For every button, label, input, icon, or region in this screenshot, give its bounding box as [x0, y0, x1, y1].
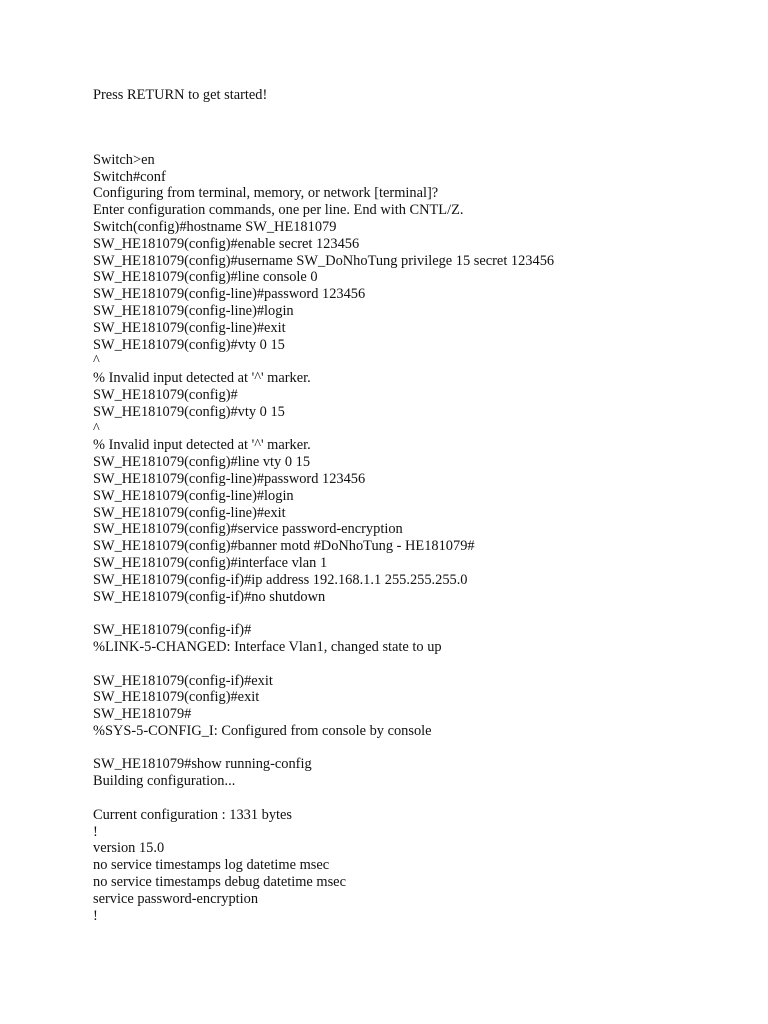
console-line: Switch#conf — [93, 168, 166, 185]
console-line: SW_HE181079(config)#exit — [93, 689, 260, 706]
console-line: Building configuration... — [93, 773, 236, 790]
console-line: Switch(config)#hostname SW_HE181079 — [93, 218, 337, 235]
console-line: SW_HE181079(config)#interface vlan 1 — [93, 554, 328, 571]
console-line: SW_HE181079(config-line)#password 123456 — [93, 286, 366, 303]
console-line: SW_HE181079(config-line)#login — [93, 302, 294, 319]
blank-line — [93, 656, 733, 673]
blank-line — [93, 790, 733, 807]
console-line: SW_HE181079(config-line)#login — [93, 487, 294, 504]
console-line: SW_HE181079(config)# — [93, 386, 238, 403]
blank-line — [93, 740, 733, 757]
config-line: no service timestamps log datetime msec — [93, 857, 330, 874]
error-message: % Invalid input detected at '^' marker. — [93, 437, 311, 454]
console-line: SW_HE181079(config-if)# — [93, 622, 252, 639]
console-line: SW_HE181079(config-if)#ip address 192.168.1.1 255.255.255.0 — [93, 571, 468, 588]
console-line: SW_HE181079(config)#username SW_DoNhoTung privilege 15 secret 123456 — [93, 252, 555, 269]
console-line: SW_HE181079(config)#service password-encryption — [93, 521, 403, 538]
console-line: SW_HE181079(config-line)#password 123456 — [93, 470, 366, 487]
error-marker: ^ — [93, 420, 100, 437]
config-line: version 15.0 — [93, 840, 165, 857]
console-line: SW_HE181079(config)#line vty 0 15 — [93, 454, 311, 471]
console-line: SW_HE181079(config-if)#no shutdown — [93, 588, 326, 605]
console-line: SW_HE181079#show running-config — [93, 756, 312, 773]
console-line: SW_HE181079(config)#enable secret 123456 — [93, 235, 360, 252]
intro-line: Press RETURN to get started! — [93, 87, 268, 103]
console-line: SW_HE181079(config-if)#exit — [93, 672, 273, 689]
console-line: Configuring from terminal, memory, or network [terminal]? — [93, 185, 439, 202]
system-message: %LINK-5-CHANGED: Interface Vlan1, changed state to up — [93, 638, 442, 655]
config-line: ! — [93, 823, 98, 840]
error-marker: ^ — [93, 353, 100, 370]
config-line: Current configuration : 1331 bytes — [93, 806, 293, 823]
console-line: SW_HE181079(config-line)#exit — [93, 504, 286, 521]
console-line: SW_HE181079(config)#vty 0 15 — [93, 403, 285, 420]
console-line: SW_HE181079(config)#line console 0 — [93, 269, 318, 286]
console-line: SW_HE181079(config-line)#exit — [93, 319, 286, 336]
blank-line — [93, 605, 733, 622]
console-line: SW_HE181079(config)#banner motd #DoNhoTung - HE181079# — [93, 538, 475, 555]
console-line: SW_HE181079(config)#vty 0 15 — [93, 336, 285, 353]
console-line: SW_HE181079# — [93, 706, 192, 723]
system-message: %SYS-5-CONFIG_I: Configured from console by console — [93, 722, 432, 739]
config-line: no service timestamps debug datetime msec — [93, 874, 346, 891]
config-line: ! — [93, 907, 98, 924]
error-message: % Invalid input detected at '^' marker. — [93, 370, 311, 387]
blank-gap — [93, 104, 733, 152]
console-line: Switch>en — [93, 151, 155, 168]
document-body — [93, 87, 733, 924]
console-line: Enter configuration commands, one per line. End with CNTL/Z. — [93, 202, 464, 219]
config-line: service password-encryption — [93, 890, 259, 907]
